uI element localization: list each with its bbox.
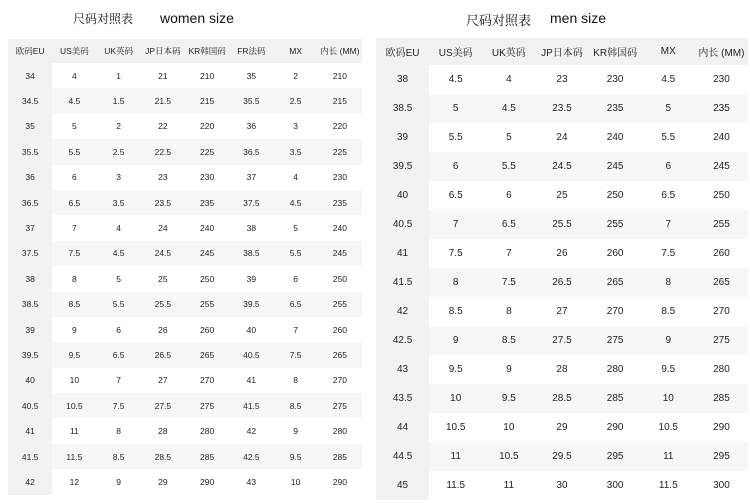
size-cell: 22 [158, 121, 168, 132]
eu-size-cell: 40.5 [8, 393, 52, 418]
size-cell: 2 [116, 121, 121, 132]
size-cell: 7.5 [448, 248, 463, 259]
table-row [8, 165, 362, 190]
table-row [8, 317, 362, 342]
table-row [8, 114, 362, 139]
size-cell: 26 [556, 248, 568, 259]
men-column-header: UK英码 [482, 38, 535, 65]
table-row [8, 342, 362, 367]
size-cell: 250 [332, 273, 347, 284]
size-cell: 285 [318, 444, 362, 469]
size-cell: 280 [332, 426, 347, 437]
table-row [376, 239, 748, 268]
size-cell: 275 [589, 326, 642, 355]
size-cell: 11.5 [446, 480, 466, 491]
women-column-header: US美码 [52, 39, 96, 63]
size-cell: 23 [158, 172, 168, 183]
size-cell: 12 [69, 476, 80, 487]
table-row [376, 413, 748, 442]
size-cell: 8 [642, 268, 695, 297]
size-cell: 260 [606, 248, 624, 259]
size-cell: 8.5 [482, 326, 535, 355]
size-cell: 5.5 [448, 132, 463, 143]
size-cell: 24 [556, 132, 568, 143]
men-column-header: US美码 [429, 38, 482, 65]
size-cell: 6.5 [274, 292, 318, 317]
size-cell: 26 [158, 324, 168, 335]
eu-size-cell: 37 [8, 215, 52, 240]
size-cell: 275 [185, 393, 229, 418]
women-column-header: 内长 (MM) [318, 39, 362, 63]
size-cell: 4.5 [52, 88, 96, 113]
size-cell: 39.5 [229, 292, 273, 317]
women-column-header: KR韩国码 [185, 39, 229, 63]
size-cell: 235 [695, 94, 748, 123]
size-cell: 35.5 [229, 88, 273, 113]
size-cell: 9 [116, 476, 121, 487]
size-cell: 2.5 [274, 88, 318, 113]
size-cell: 220 [200, 121, 215, 132]
size-cell: 7.5 [274, 342, 318, 367]
size-cell: 29 [158, 476, 168, 487]
size-cell: 6.5 [448, 190, 463, 201]
size-cell: 25.5 [141, 292, 185, 317]
size-cell: 9.5 [52, 342, 96, 367]
table-row [8, 88, 362, 113]
men-column-header: KR韩国码 [589, 38, 642, 65]
size-cell: 4 [116, 223, 121, 234]
size-cell: 2.5 [97, 139, 141, 164]
size-cell: 6 [642, 152, 695, 181]
eu-size-cell: 42 [376, 297, 429, 326]
women-column-header: 欧码EU [8, 39, 52, 63]
size-cell: 255 [318, 292, 362, 317]
size-cell: 10.5 [445, 422, 466, 433]
size-cell: 290 [332, 476, 347, 487]
women-title-en: women size [160, 10, 234, 26]
size-cell: 245 [318, 241, 362, 266]
size-cell: 8.5 [97, 444, 141, 469]
size-cell: 6 [429, 152, 482, 181]
size-cell: 260 [713, 248, 730, 259]
size-cell: 11 [69, 426, 79, 437]
size-cell: 5 [429, 94, 482, 123]
size-cell: 38.5 [229, 241, 273, 266]
size-cell: 5.5 [661, 132, 676, 143]
eu-size-cell: 34 [8, 63, 52, 88]
size-cell: 290 [606, 422, 624, 433]
size-cell: 270 [713, 306, 730, 317]
size-cell: 28 [556, 364, 568, 375]
size-cell: 240 [332, 223, 347, 234]
men-size-table [376, 38, 748, 500]
eu-size-cell: 43.5 [376, 384, 429, 413]
table-row [376, 326, 748, 355]
size-cell: 265 [589, 268, 642, 297]
size-cell: 225 [185, 139, 229, 164]
women-table-body [8, 63, 362, 495]
size-cell: 11 [642, 442, 695, 471]
size-cell: 210 [200, 70, 215, 81]
size-cell: 10.5 [52, 393, 96, 418]
size-cell: 36 [246, 121, 257, 132]
size-cell: 26.5 [141, 342, 185, 367]
size-cell: 9 [429, 326, 482, 355]
eu-size-cell: 41.5 [376, 268, 429, 297]
size-cell: 28 [158, 426, 168, 437]
size-cell: 28.5 [141, 444, 185, 469]
size-cell: 1.5 [97, 88, 141, 113]
size-cell: 8 [429, 268, 482, 297]
table-row [376, 65, 748, 94]
size-cell: 43 [246, 476, 257, 487]
size-cell: 9.5 [482, 384, 535, 413]
size-cell: 24.5 [141, 241, 185, 266]
size-cell: 7 [642, 210, 695, 239]
size-cell: 250 [713, 190, 730, 201]
size-cell: 5.5 [52, 139, 96, 164]
size-cell: 3.5 [97, 190, 141, 215]
size-cell: 4 [293, 172, 298, 183]
size-cell: 275 [318, 393, 362, 418]
size-cell: 9 [72, 324, 77, 335]
women-column-header: UK英码 [97, 39, 141, 63]
size-cell: 5 [116, 273, 121, 284]
table-row [8, 190, 362, 215]
table-row [8, 266, 362, 291]
size-cell: 23 [556, 74, 568, 85]
size-cell: 260 [332, 324, 347, 335]
size-cell: 40.5 [229, 342, 273, 367]
table-row [8, 215, 362, 240]
size-cell: 6 [72, 172, 77, 183]
size-cell: 27 [158, 375, 168, 386]
size-cell: 5 [72, 121, 77, 132]
table-row [376, 94, 748, 123]
size-cell: 230 [713, 74, 730, 85]
size-cell: 9 [506, 364, 512, 375]
size-cell: 280 [200, 426, 215, 437]
size-cell: 4.5 [482, 94, 535, 123]
size-cell: 220 [332, 121, 347, 132]
size-cell: 8 [293, 375, 298, 386]
size-cell: 8.5 [52, 292, 96, 317]
size-cell: 23.5 [141, 190, 185, 215]
size-cell: 265 [185, 342, 229, 367]
size-cell: 10 [642, 384, 695, 413]
size-cell: 6 [116, 324, 121, 335]
size-cell: 5.5 [274, 241, 318, 266]
size-cell: 235 [185, 190, 229, 215]
size-cell: 36.5 [229, 139, 273, 164]
eu-size-cell: 41.5 [8, 444, 52, 469]
size-cell: 9.5 [661, 364, 676, 375]
size-cell: 10 [290, 476, 301, 487]
size-cell: 25 [158, 273, 168, 284]
size-cell: 23.5 [535, 94, 588, 123]
size-cell: 8.5 [274, 393, 318, 418]
size-cell: 280 [606, 364, 624, 375]
eu-size-cell: 35 [8, 114, 52, 139]
size-cell: 265 [695, 268, 748, 297]
size-cell: 41 [246, 375, 257, 386]
size-cell: 4.5 [97, 241, 141, 266]
size-cell: 6 [506, 190, 512, 201]
size-cell: 290 [200, 476, 215, 487]
size-cell: 6.5 [661, 190, 676, 201]
size-cell: 3.5 [274, 139, 318, 164]
size-cell: 21.5 [141, 88, 185, 113]
size-cell: 245 [695, 152, 748, 181]
eu-size-cell: 41 [8, 418, 52, 443]
table-row [8, 139, 362, 164]
size-cell: 3 [293, 121, 298, 132]
women-title-cn: 尺码对照表 [73, 12, 134, 26]
eu-size-cell: 38.5 [8, 292, 52, 317]
table-row [8, 63, 362, 88]
size-cell: 275 [695, 326, 748, 355]
size-cell: 245 [589, 152, 642, 181]
size-cell: 255 [695, 210, 748, 239]
eu-size-cell: 39.5 [8, 342, 52, 367]
eu-size-cell: 40 [8, 368, 52, 393]
eu-size-cell: 36.5 [8, 190, 52, 215]
eu-size-cell: 38.5 [376, 94, 429, 123]
table-row [376, 181, 748, 210]
table-row [8, 418, 362, 443]
size-cell: 35 [246, 70, 257, 81]
men-title-en: men size [550, 10, 607, 26]
eu-size-cell: 34.5 [8, 88, 52, 113]
men-column-header: JP日本码 [535, 38, 588, 65]
size-cell: 42 [246, 426, 257, 437]
size-cell: 240 [713, 132, 730, 143]
size-cell: 5 [642, 94, 695, 123]
women-header-row [8, 39, 362, 63]
size-cell: 250 [606, 190, 624, 201]
size-cell: 4 [506, 74, 512, 85]
men-header-row [376, 38, 748, 65]
women-column-header: JP日本码 [141, 39, 185, 63]
size-cell: 9.5 [448, 364, 463, 375]
size-cell: 8 [116, 426, 121, 437]
size-cell: 9 [642, 326, 695, 355]
size-cell: 210 [332, 70, 347, 81]
size-cell: 10 [503, 422, 515, 433]
table-row [376, 210, 748, 239]
size-cell: 5 [506, 132, 512, 143]
eu-size-cell: 39.5 [376, 152, 429, 181]
size-cell: 21 [158, 70, 168, 81]
size-cell: 7.5 [661, 248, 676, 259]
size-cell: 5.5 [482, 152, 535, 181]
eu-size-cell: 42 [8, 469, 52, 494]
table-row [8, 469, 362, 494]
size-cell: 215 [185, 88, 229, 113]
table-row [376, 268, 748, 297]
table-row [376, 384, 748, 413]
size-cell: 255 [589, 210, 642, 239]
eu-size-cell: 40 [376, 181, 429, 210]
size-cell: 285 [695, 384, 748, 413]
size-cell: 29 [556, 422, 568, 433]
size-cell: 5 [293, 223, 298, 234]
size-cell: 235 [589, 94, 642, 123]
size-cell: 215 [318, 88, 362, 113]
size-cell: 280 [713, 364, 730, 375]
size-cell: 235 [318, 190, 362, 215]
eu-size-cell: 39 [376, 123, 429, 152]
size-cell: 285 [589, 384, 642, 413]
size-cell: 7 [72, 223, 77, 234]
size-cell: 7.5 [482, 268, 535, 297]
eu-size-cell: 42.5 [376, 326, 429, 355]
size-cell: 40 [246, 324, 257, 335]
eu-size-cell: 44 [376, 413, 429, 442]
table-row [8, 444, 362, 469]
table-row [376, 471, 748, 500]
eu-size-cell: 43 [376, 355, 429, 384]
women-column-header: MX [274, 39, 318, 63]
size-cell: 270 [606, 306, 624, 317]
size-cell: 4.5 [661, 74, 676, 85]
size-cell: 7.5 [97, 393, 141, 418]
size-cell: 7 [116, 375, 121, 386]
table-row [8, 241, 362, 266]
size-cell: 27.5 [141, 393, 185, 418]
table-row [376, 152, 748, 181]
size-cell: 8.5 [661, 306, 676, 317]
eu-size-cell: 44.5 [376, 442, 429, 471]
size-cell: 28.5 [535, 384, 588, 413]
size-cell: 270 [200, 375, 215, 386]
size-cell: 11.5 [52, 444, 96, 469]
size-cell: 26.5 [535, 268, 588, 297]
eu-size-cell: 36 [8, 165, 52, 190]
size-cell: 38 [246, 223, 257, 234]
size-cell: 25.5 [535, 210, 588, 239]
size-cell: 295 [695, 442, 748, 471]
table-row [376, 123, 748, 152]
men-column-header: MX [642, 38, 695, 65]
size-cell: 230 [200, 172, 215, 183]
size-cell: 10 [69, 375, 80, 386]
size-cell: 6.5 [52, 190, 96, 215]
size-cell: 250 [200, 273, 215, 284]
size-cell: 10 [429, 384, 482, 413]
size-cell: 285 [185, 444, 229, 469]
size-cell: 7 [429, 210, 482, 239]
table-row [376, 297, 748, 326]
size-cell: 3 [116, 172, 121, 183]
size-cell: 8 [506, 306, 512, 317]
size-cell: 24.5 [535, 152, 588, 181]
size-cell: 7 [506, 248, 512, 259]
size-cell: 10.5 [482, 442, 535, 471]
size-cell: 4.5 [448, 74, 463, 85]
table-row [8, 292, 362, 317]
size-cell: 10.5 [658, 422, 678, 433]
size-cell: 230 [606, 74, 624, 85]
table-row [376, 355, 748, 384]
eu-size-cell: 39 [8, 317, 52, 342]
size-cell: 8.5 [448, 306, 463, 317]
size-cell: 11 [503, 480, 515, 491]
size-cell: 5.5 [97, 292, 141, 317]
size-cell: 22.5 [141, 139, 185, 164]
size-cell: 7 [293, 324, 298, 335]
size-cell: 1 [116, 70, 121, 81]
size-cell: 240 [200, 223, 215, 234]
size-cell: 25 [556, 190, 568, 201]
table-row [8, 368, 362, 393]
men-title-cn: 尺码对照表 [466, 13, 532, 28]
size-cell: 4 [72, 70, 77, 81]
size-cell: 39 [246, 273, 257, 284]
size-cell: 27 [556, 306, 568, 317]
size-cell: 24 [158, 223, 168, 234]
size-cell: 4.5 [274, 190, 318, 215]
size-cell: 230 [332, 172, 347, 183]
size-cell: 9 [293, 426, 298, 437]
table-row [8, 393, 362, 418]
size-cell: 295 [589, 442, 642, 471]
size-cell: 27.5 [535, 326, 588, 355]
size-cell: 2 [293, 70, 298, 81]
eu-size-cell: 41 [376, 239, 429, 268]
size-cell: 255 [185, 292, 229, 317]
size-cell: 41.5 [229, 393, 273, 418]
women-column-header: FR法码 [229, 39, 273, 63]
size-cell: 225 [318, 139, 362, 164]
size-cell: 9.5 [274, 444, 318, 469]
men-table-body [376, 65, 748, 500]
size-cell: 29.5 [535, 442, 588, 471]
size-cell: 6.5 [482, 210, 535, 239]
size-cell: 7.5 [52, 241, 96, 266]
size-cell: 245 [185, 241, 229, 266]
women-size-table [8, 39, 362, 495]
table-row [376, 442, 748, 471]
size-cell: 37.5 [229, 190, 273, 215]
men-column-header: 欧码EU [376, 38, 429, 65]
size-cell: 6.5 [97, 342, 141, 367]
size-cell: 240 [606, 132, 624, 143]
size-cell: 300 [713, 480, 730, 491]
size-cell: 11.5 [658, 480, 678, 491]
size-cell: 11 [429, 442, 482, 471]
size-cell: 290 [713, 422, 730, 433]
size-cell: 270 [332, 375, 347, 386]
eu-size-cell: 38 [8, 266, 52, 291]
size-cell: 8 [72, 273, 77, 284]
size-cell: 6 [293, 273, 298, 284]
men-column-header: 内长 (MM) [695, 38, 748, 65]
size-cell: 30 [556, 480, 568, 491]
size-cell: 265 [318, 342, 362, 367]
eu-size-cell: 38 [376, 65, 429, 94]
size-cell: 260 [200, 324, 215, 335]
eu-size-cell: 40.5 [376, 210, 429, 239]
size-cell: 300 [606, 480, 624, 491]
size-cell: 42.5 [229, 444, 273, 469]
eu-size-cell: 35.5 [8, 139, 52, 164]
eu-size-cell: 37.5 [8, 241, 52, 266]
size-cell: 37 [246, 172, 257, 183]
eu-size-cell: 45 [376, 471, 429, 500]
